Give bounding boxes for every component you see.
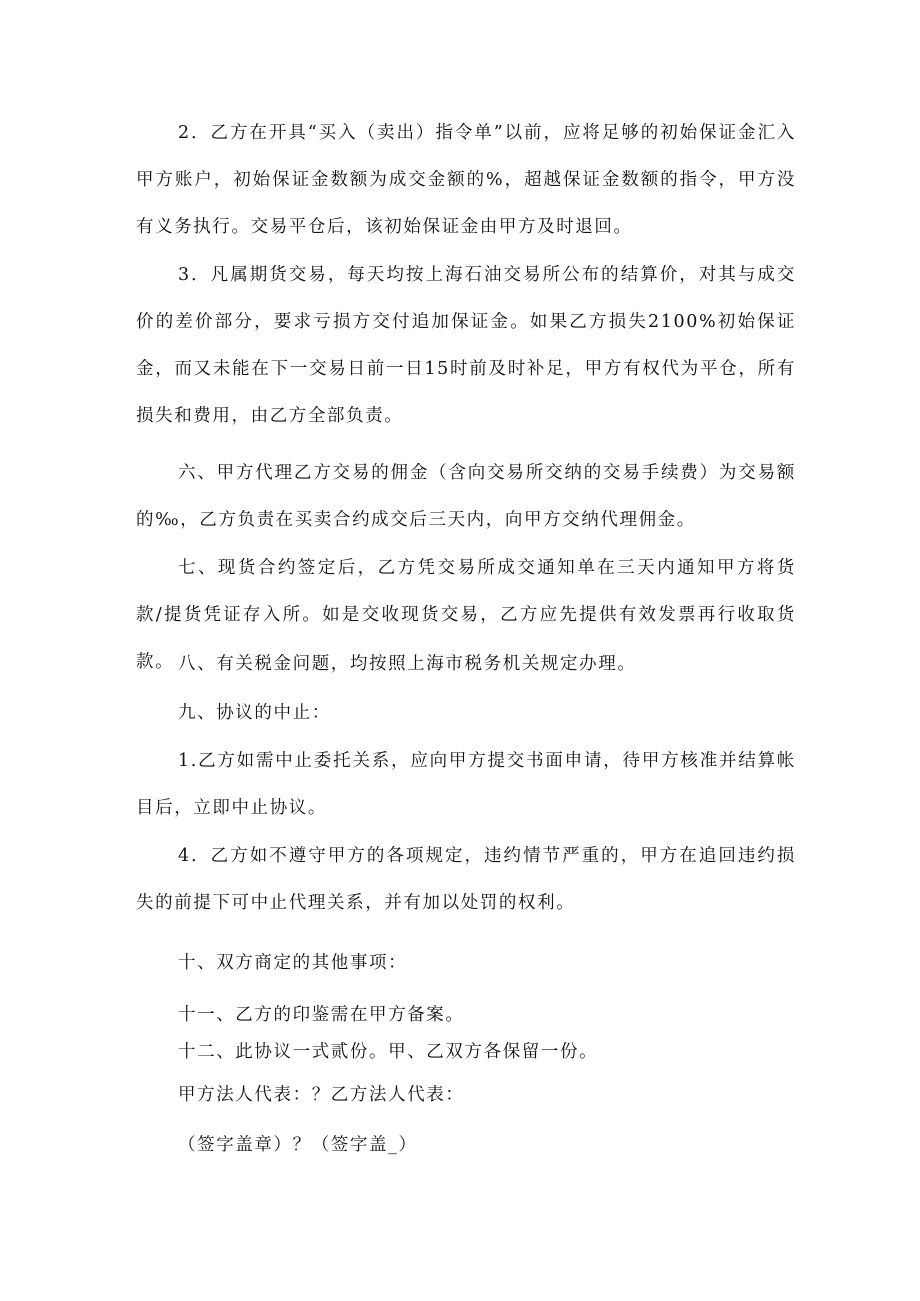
paragraph-other-matters: 十、双方商定的其他事项： [178,953,408,973]
signature-seals: （签字盖章）？（签字盖_） [178,1135,418,1155]
paragraph-commission: 六、甲方代理乙方交易的佣金（含向交易所交纳的交易手续费）为交易额的‰，乙方负责在买卖合约成交后三天内，向甲方交纳代理佣金。 [136,463,796,530]
paragraph-futures-settlement: 3．凡属期货交易，每天均按上海石油交易所公布的结算价，对其与成交价的差价部分，要求亏损方交付追加保证金。如果乙方损失2100%初始保证金，而又未能在下一交易日前一日15时前及时补足，甲方有权代为平仓，所有损失和费用，由乙方全部负责。 [136,265,796,426]
paragraph-termination-request: 1.乙方如需中止委托关系，应向甲方提交书面申请，待甲方核准并结算帐目后，立即中止协议。 [136,751,796,818]
paragraph-initial-margin: 2．乙方在开具“买入（卖出）指令单”以前，应将足够的初始保证金汇入甲方账户，初始保证金数额为成交金额的%，超越保证金数额的指令，甲方没有义务执行。交易平仓后，该初始保证金由甲方及时退回。 [136,123,796,237]
paragraph-spot-contract: 七、现货合约签定后，乙方凭交易所成交通知单在三天内通知甲方将货款/提货凭证存入所。如是交收现货交易，乙方应先提供有效发票再行收取货款。 [136,558,796,672]
paragraph-seal-record: 十一、乙方的印鉴需在甲方备案。 [178,1005,465,1025]
paragraph-copies: 十二、此协议一式贰份。甲、乙双方各保留一份。 [178,1042,599,1062]
paragraph-termination-breach: 4．乙方如不遵守甲方的各项规定，违约情节严重的，甲方在追回违约损失的前提下可中止代理关系，并有加以处罚的权利。 [136,846,796,913]
signature-representatives: 甲方法人代表：？乙方法人代表： [178,1085,465,1105]
paragraph-termination-heading: 九、协议的中止： [178,703,331,723]
paragraph-tax: 八、有关税金问题，均按照上海市税务机关规定办理。 [178,654,637,674]
